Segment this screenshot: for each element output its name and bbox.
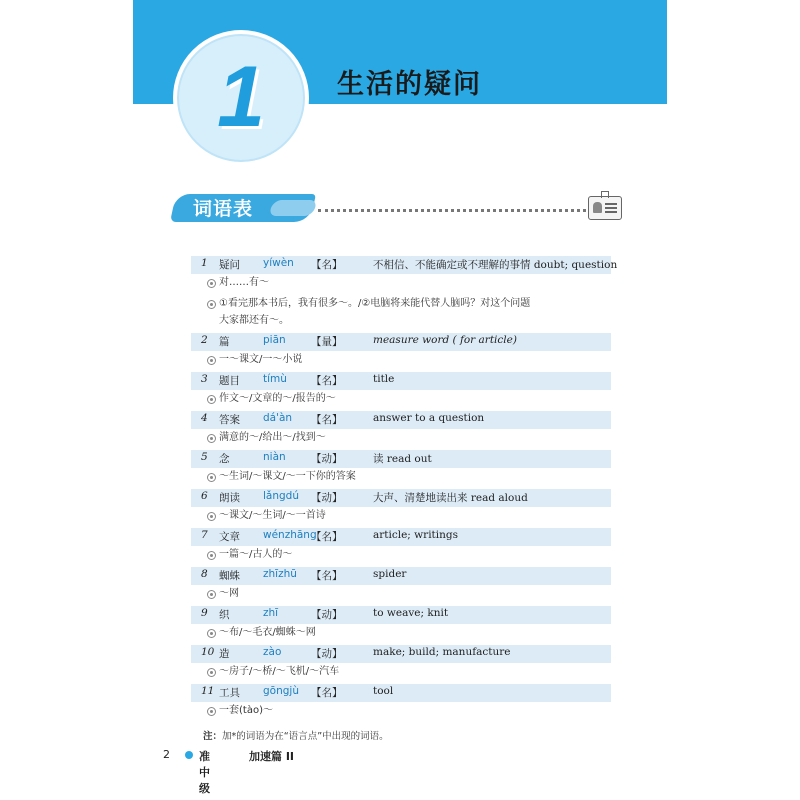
circle-bullet-icon [207, 512, 216, 521]
vocab-entry [191, 372, 611, 390]
entry-definition: 大声、清楚地读出来 read aloud [373, 492, 528, 504]
entry-definition: 不相信、不能确定或不理解的事情 doubt; question [373, 259, 618, 271]
entry-word: 朗读 [219, 492, 240, 504]
circle-bullet-icon [207, 473, 216, 482]
section-heading [173, 190, 313, 228]
circle-bullet-icon [207, 668, 216, 677]
entry-word: 题目 [219, 375, 240, 387]
footnote [203, 728, 389, 742]
circle-bullet-icon [207, 629, 216, 638]
entry-part-of-speech: 【名】 [311, 687, 343, 699]
entry-number: 2 [201, 334, 208, 346]
vocab-entry [191, 606, 611, 624]
entry-word: 蜘蛛 [219, 570, 240, 582]
entry-number: 11 [201, 685, 215, 697]
entry-definition: 读 read out [373, 453, 432, 465]
entry-example: ～课文/～生词/～一首诗 [191, 507, 611, 528]
entry-pinyin: zhīzhū [263, 568, 297, 580]
entry-example: ～房子/～桥/～飞机/～汽车 [191, 663, 611, 684]
entry-pinyin: yíwèn [263, 257, 294, 269]
book-level: 准中级 [199, 750, 210, 795]
entry-definition: article; writings [373, 529, 458, 541]
entry-number: 7 [201, 529, 208, 541]
entry-example: 一篇～/古人的～ [191, 546, 611, 567]
entry-definition: to weave; knit [373, 607, 449, 619]
entry-part-of-speech: 【动】 [311, 648, 343, 660]
entry-definition: make; build; manufacture [373, 646, 511, 658]
circle-bullet-icon [207, 300, 216, 309]
entry-word: 造 [219, 648, 230, 660]
chapter-number-badge [173, 30, 309, 166]
entry-definition: title [373, 373, 395, 385]
entry-part-of-speech: 【名】 [311, 570, 343, 582]
entry-word: 念 [219, 453, 230, 465]
vocab-entry [191, 489, 611, 507]
vocab-entry [191, 256, 618, 274]
entry-definition: answer to a question [373, 412, 485, 424]
entry-example: ～布/～毛衣/蜘蛛～网 [191, 624, 611, 645]
entry-pinyin: piān [263, 334, 286, 346]
entry-word: 答案 [219, 414, 240, 426]
vocab-entry [191, 528, 611, 546]
entry-definition: tool [373, 685, 394, 697]
entry-definition: spider [373, 568, 407, 580]
entry-example: ～生词/～课文/～一下你的答案 [191, 468, 611, 489]
entry-word: 工具 [219, 687, 240, 699]
vocabulary-list [191, 256, 618, 723]
entry-part-of-speech: 【量】 [311, 336, 343, 348]
id-card-icon [588, 196, 622, 220]
section-label: 词语表 [193, 198, 254, 220]
entry-pinyin: wénzhāng [263, 529, 317, 541]
vocab-entry [191, 567, 611, 585]
entry-part-of-speech: 【名】 [311, 375, 343, 387]
circle-bullet-icon [207, 590, 216, 599]
entry-number: 3 [201, 373, 208, 385]
textbook-page [133, 0, 667, 800]
entry-pinyin: zhī [263, 607, 279, 619]
entry-part-of-speech: 【名】 [311, 259, 343, 271]
entry-number: 6 [201, 490, 208, 502]
vocab-entry [191, 450, 611, 468]
footnote-text: 加*的词语为在“语言点”中出现的词语。 [222, 731, 389, 742]
entry-definition: measure word ( for article) [373, 334, 517, 346]
entry-example: 对……有～ [191, 274, 611, 295]
entry-number: 5 [201, 451, 208, 463]
entry-example: ～网 [191, 585, 611, 606]
entry-number: 1 [201, 257, 208, 269]
footnote-label: 注： [203, 731, 223, 742]
vocab-entry [191, 684, 611, 702]
entry-part-of-speech: 【动】 [311, 492, 343, 504]
dotted-divider [318, 209, 586, 212]
chapter-number: 1 [217, 49, 265, 145]
entry-word: 疑问 [219, 259, 240, 271]
entry-pinyin: tímù [263, 373, 287, 385]
vocab-entry [191, 645, 611, 663]
entry-part-of-speech: 【名】 [311, 414, 343, 426]
circle-bullet-icon [207, 279, 216, 288]
entry-example: 一～课文/一～小说 [191, 351, 611, 372]
entry-number: 4 [201, 412, 208, 424]
entry-pinyin: zào [263, 646, 282, 658]
entry-pinyin: lǎngdú [263, 490, 299, 502]
entry-part-of-speech: 【名】 [311, 531, 343, 543]
entry-word: 文章 [219, 531, 240, 543]
entry-number: 9 [201, 607, 208, 619]
chapter-title: 生活的疑问 [337, 69, 482, 100]
entry-example: 一套(tào)～ [191, 702, 611, 723]
circle-bullet-icon [207, 434, 216, 443]
vocab-entry [191, 411, 611, 429]
entry-word: 篇 [219, 336, 230, 348]
entry-word: 织 [219, 609, 230, 621]
page-number: 2 [163, 748, 170, 761]
entry-part-of-speech: 【动】 [311, 609, 343, 621]
entry-number: 8 [201, 568, 208, 580]
entry-pinyin: gōngjù [263, 685, 299, 697]
circle-bullet-icon [207, 395, 216, 404]
circle-bullet-icon [207, 707, 216, 716]
entry-part-of-speech: 【动】 [311, 453, 343, 465]
entry-example: 作文～/文章的～/报告的～ [191, 390, 611, 411]
entry-example: ①看完那本书后，我有很多～。/②电脑将来能代替人脑吗？对这个问题 大家都还有～。 [191, 295, 611, 333]
entry-example: 满意的～/给出～/找到～ [191, 429, 611, 450]
vocab-entry [191, 333, 611, 351]
entry-pinyin: niàn [263, 451, 286, 463]
entry-pinyin: dá'àn [263, 412, 293, 424]
circle-bullet-icon [207, 551, 216, 560]
book-title: 加速篇 II [249, 750, 295, 763]
entry-number: 10 [201, 646, 215, 658]
bullet-dot-icon [185, 751, 193, 759]
circle-bullet-icon [207, 356, 216, 365]
